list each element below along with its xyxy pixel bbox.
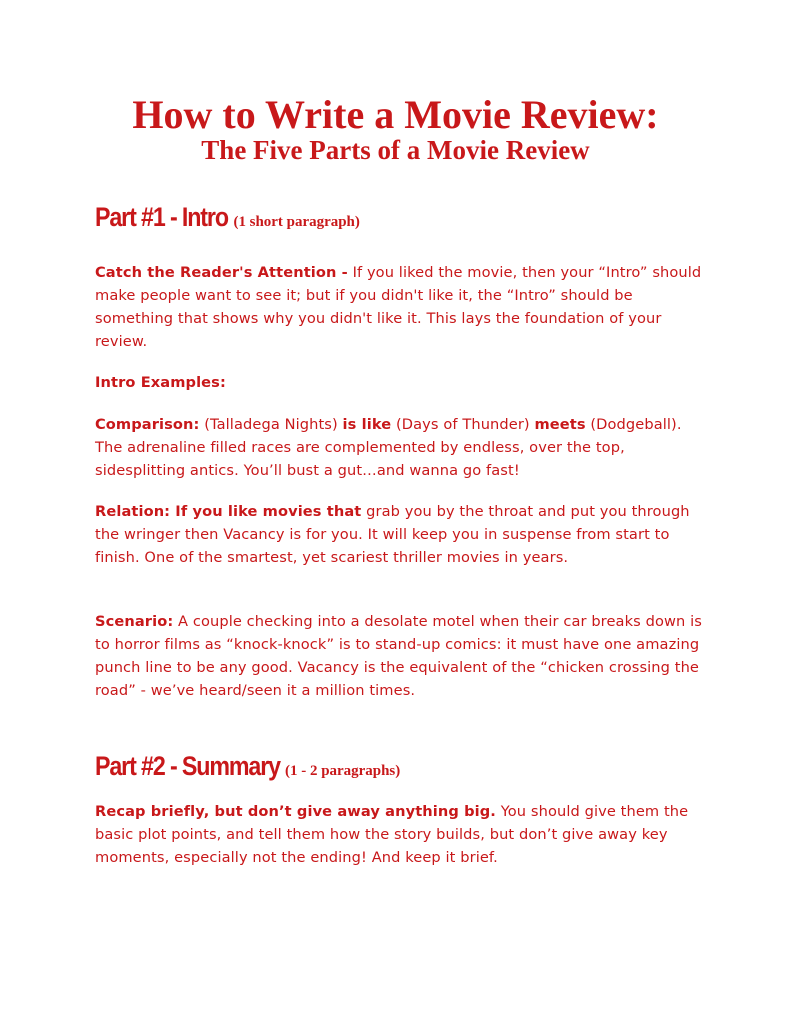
comparison-keyword-2: meets [534,416,586,433]
comparison-keyword-1: is like [342,416,392,433]
comparison-label: Comparison: [95,416,200,433]
scenario-text: A couple checking into a desolate motel when their car breaks down is to horror films as “knock-knock” is to stand-up comics: it must have one amazing punch line to be any good. Vacancy is the equivalent of the “chicken crossing the road” - we’ve heard/seen it a million times. [95,613,702,699]
relation-text: grab you by the throat and put you through the wringer then Vacancy is for you. It will keep you in suspense from start to finish. One of the smartest, yet scariest thriller movies in years. [95,503,690,566]
recap-label: Recap briefly, but don’t give away anything big. [95,803,496,820]
scenario-paragraph [95,610,705,702]
page-title: How to Write a Movie Review: [132,92,659,137]
recap-paragraph [95,800,705,869]
comparison-text-1: (Talladega Nights) [199,416,343,433]
part1-heading [95,200,360,239]
attention-text: If you liked the movie, then your “Intro” should make people want to see it; but if you didn't like it, the “Intro” should be something that shows why you didn't like it. This lays the foundation of your review. [95,264,702,350]
part2-heading [95,749,401,788]
page-subtitle: The Five Parts of a Movie Review [201,135,590,165]
examples-label: Intro Examples: [95,374,226,391]
relation-paragraph [95,500,705,569]
comparison-paragraph [95,413,705,482]
examples-label-paragraph [95,371,705,394]
attention-label: Catch the Reader's Attention - [95,264,348,281]
attention-paragraph [95,261,705,353]
recap-text: You should give them the basic plot points, and tell them how the story builds, but don’t give away key moments, especially not the ending! And keep it brief. [95,803,689,866]
part2-length-note: (1 - 2 paragraphs) [285,763,401,779]
scenario-label: Scenario: [95,613,174,630]
part1-length-note: (1 short paragraph) [233,214,360,230]
comparison-text-2: (Days of Thunder) [391,416,535,433]
comparison-text-3: (Dodgeball). The adrenaline filled races are complemented by endless, over the top, sidesplitting antics. You’ll bust a gut…and wanna go fast! [95,416,682,479]
relation-label: Relation: If you like movies that [95,503,362,520]
part2-heading-text: Part #2 - Summary [95,751,280,781]
part1-heading-text: Part #1 - Intro [95,202,228,232]
